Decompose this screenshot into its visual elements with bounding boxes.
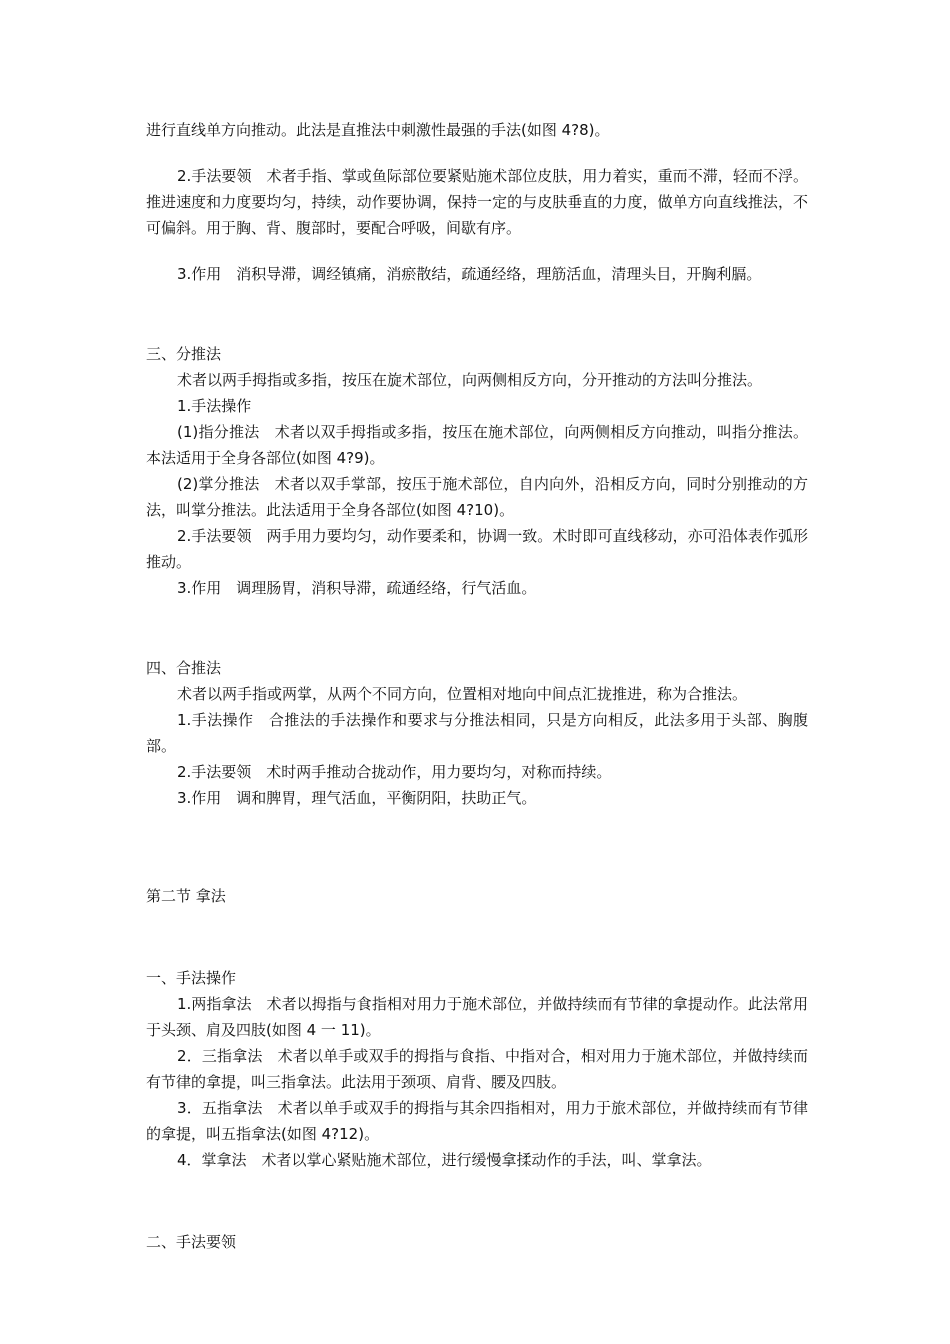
section-heading: 四、合推法 xyxy=(146,659,222,677)
section-heading: 二、手法要领 xyxy=(146,1233,237,1251)
paragraph: 4．掌拿法 术者以掌心紧贴施术部位，进行缓慢拿揉动作的手法，叫、掌拿法。 xyxy=(177,1151,712,1169)
paragraph: 3．五指拿法 术者以单手或双手的拇指与其余四指相对，用力于旅术部位，并做持续而有节律的拿提，叫五指拿法(如图 4?12)。 xyxy=(146,1099,808,1143)
paragraph: 2．三指拿法 术者以单手或双手的拇指与食指、中指对合，相对用力于施术部位，并做持续而有节律的拿提，叫三指拿法。此法用于颈项、肩背、腰及四肢。 xyxy=(146,1047,808,1091)
document-body xyxy=(146,117,808,1255)
paragraph: 3.作用 调和脾胃，理气活血，平衡阴阳，扶助正气。 xyxy=(177,789,537,807)
paragraph: 2.手法要领 两手用力要均匀，动作要柔和，协调一致。术时即可直线移动，亦可沿体表作弧形推动。 xyxy=(146,527,808,571)
paragraph: 1.手法操作 合推法的手法操作和要求与分推法相同，只是方向相反，此法多用于头部、胸腹部。 xyxy=(146,711,808,755)
section-heading: 一、手法操作 xyxy=(146,969,237,987)
paragraph: 1.手法操作 xyxy=(177,397,252,415)
paragraph: 2.手法要领 术者手指、掌或鱼际部位要紧贴施术部位皮肤，用力着实，重而不滞，轻而不浮。推进速度和力度要均匀，持续，动作要协调，保持一定的与皮肤垂直的力度，做单方向直线推法，不可偏斜。用于胸、背、腹部时，要配合呼吸，间歇有序。 xyxy=(146,167,808,237)
section-heading: 三、分推法 xyxy=(146,345,222,363)
paragraph: 3.作用 调理肠胃，消积导滞，疏通经络，行气活血。 xyxy=(177,579,537,597)
paragraph: 3.作用 消积导滞，调经镇痛，消瘀散结，疏通经络，理筋活血，清理头目，开胸利膈。 xyxy=(177,265,762,283)
paragraph: 术者以两手指或两掌，从两个不同方向，位置相对地向中间点汇拢推进，称为合推法。 xyxy=(177,685,748,703)
paragraph: (2)掌分推法 术者以双手掌部，按压于施术部位，自内向外，沿相反方向，同时分别推动的方法，叫掌分推法。此法适用于全身各部位(如图 4?10)。 xyxy=(146,475,808,519)
paragraph: 1.两指拿法 术者以拇指与食指相对用力于施术部位，并做持续而有节律的拿提动作。此法常用于头颈、肩及四肢(如图 4 一 11)。 xyxy=(146,995,808,1039)
paragraph: (1)指分推法 术者以双手拇指或多指，按压在施术部位，向两侧相反方向推动，叫指分推法。本法适用于全身各部位(如图 4?9)。 xyxy=(146,423,808,467)
paragraph: 2.手法要领 术时两手推动合拢动作，用力要均匀，对称而持续。 xyxy=(177,763,612,781)
paragraph: 进行直线单方向推动。此法是直推法中刺激性最强的手法(如图 4?8)。 xyxy=(146,121,610,139)
chapter-heading: 第二节 拿法 xyxy=(146,887,226,905)
paragraph: 术者以两手拇指或多指，按压在旋术部位，向两侧相反方向，分开推动的方法叫分推法。 xyxy=(177,371,763,389)
